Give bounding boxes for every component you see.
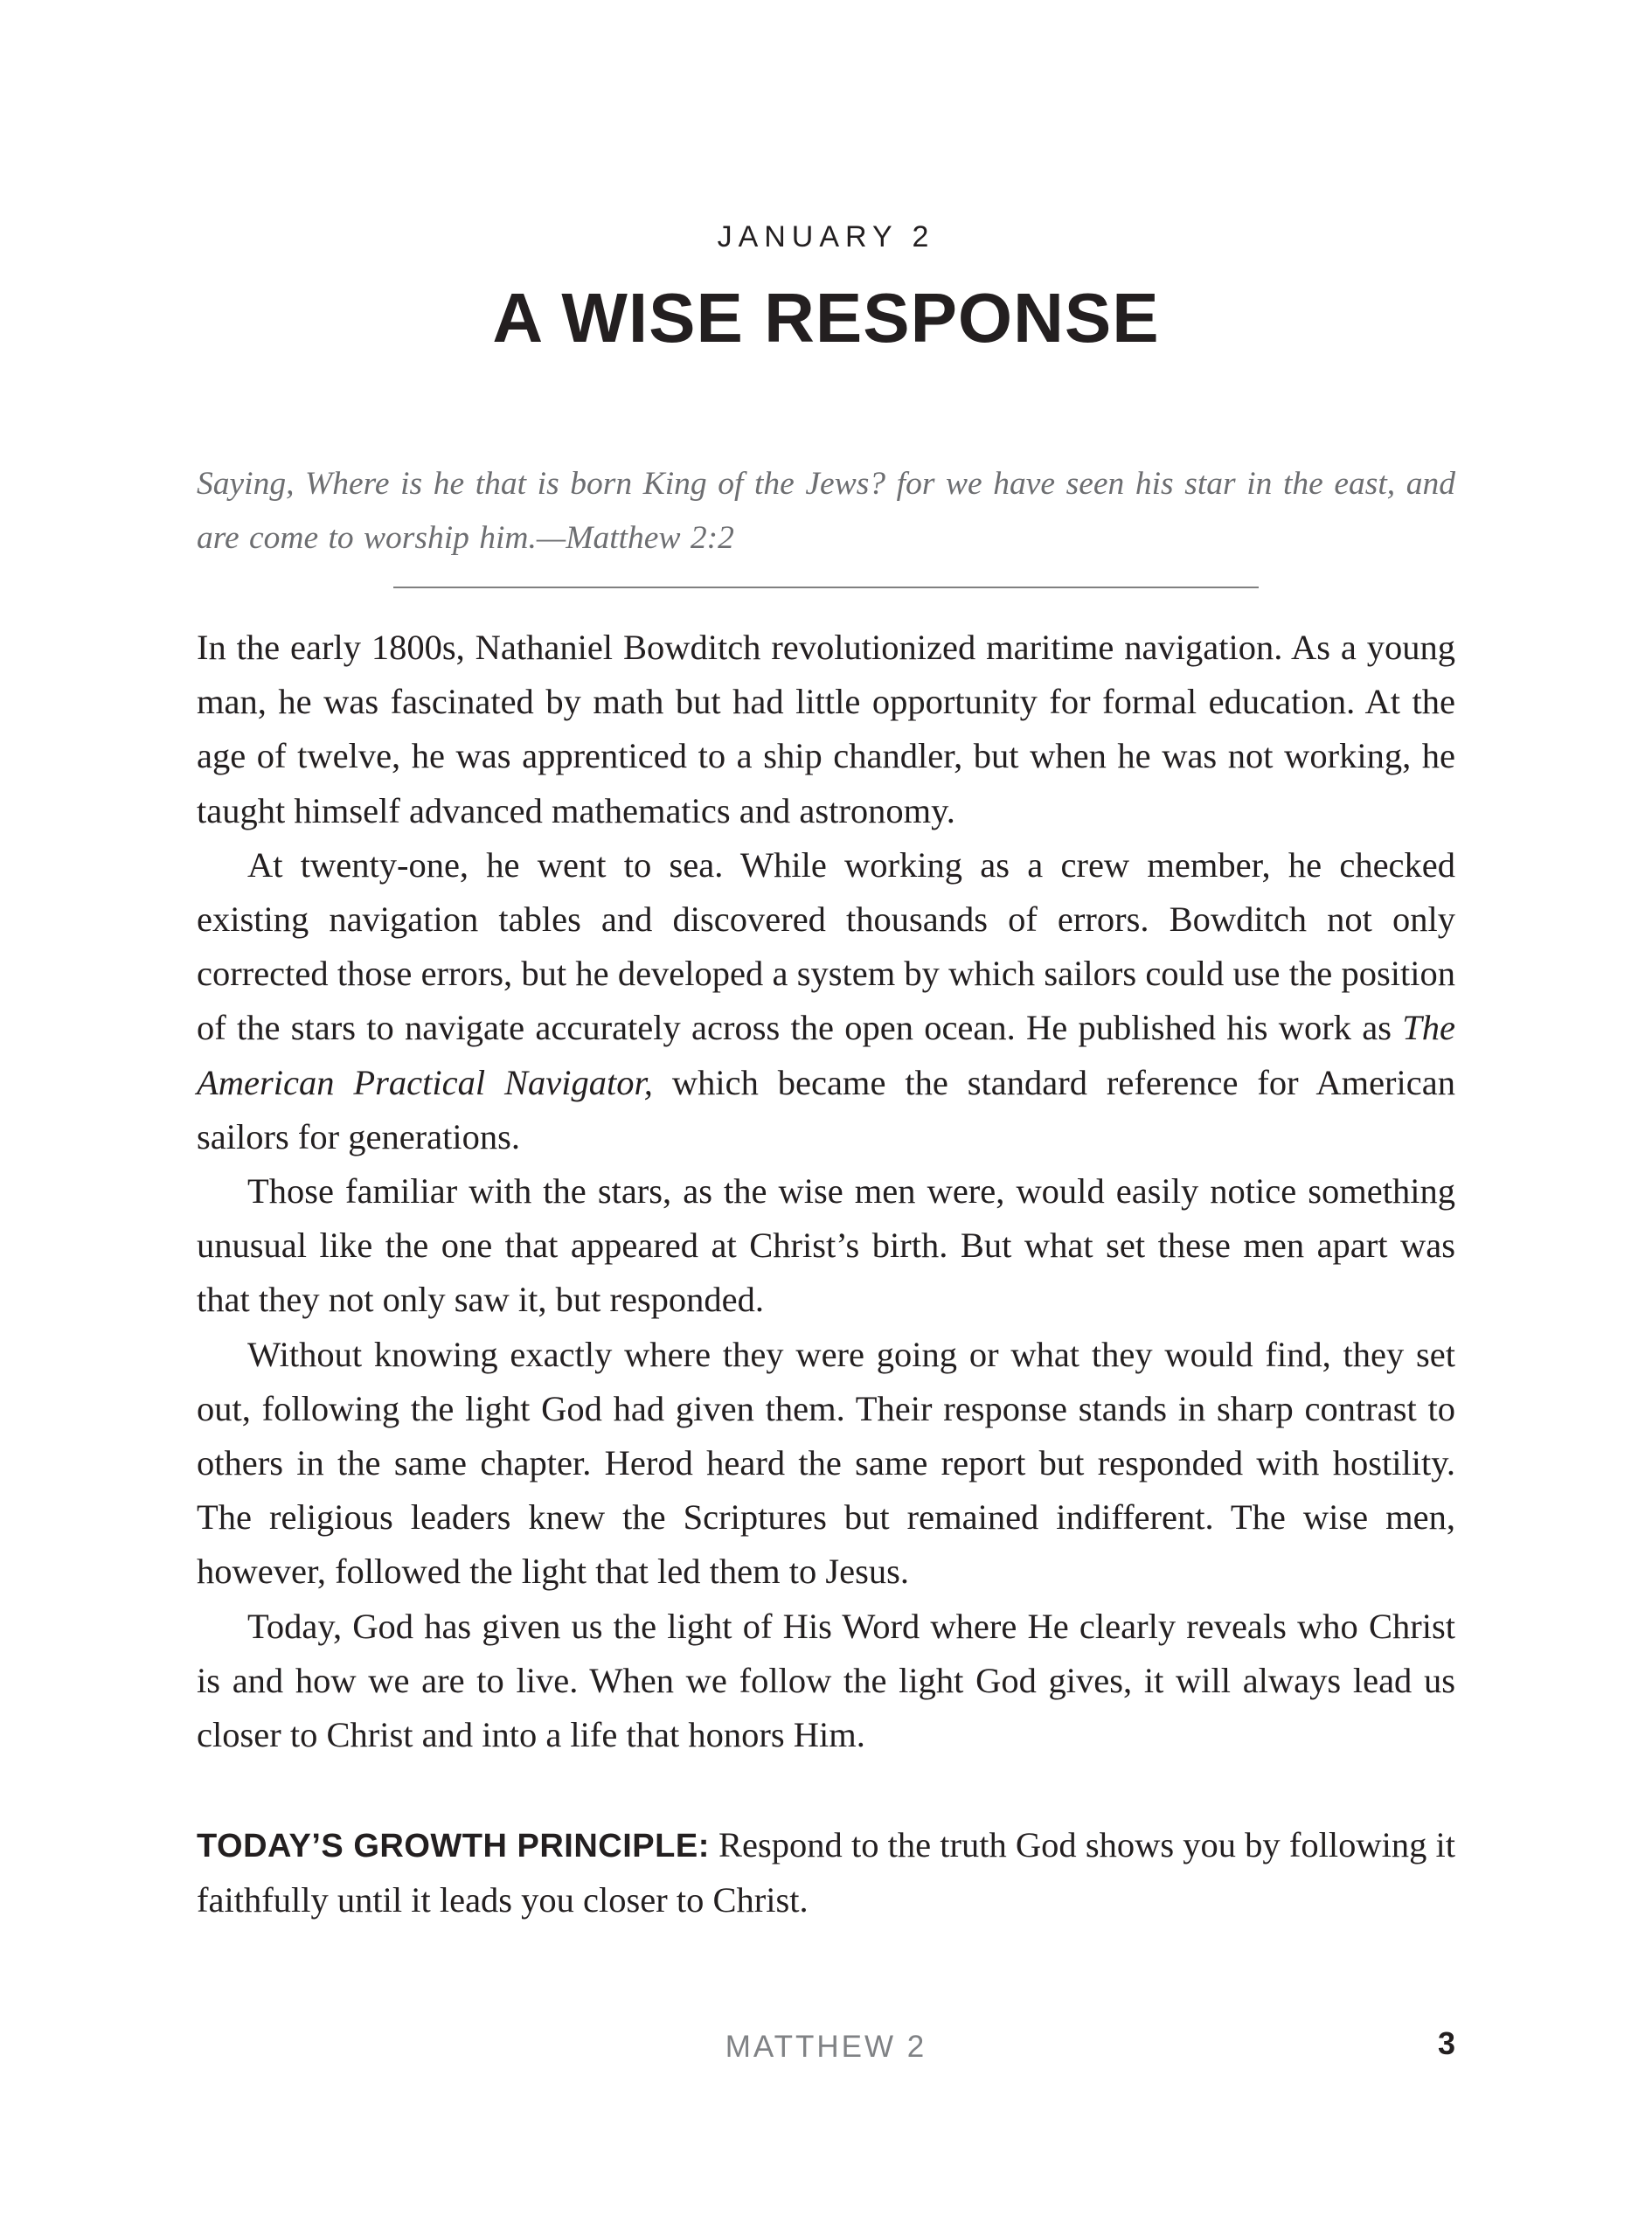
growth-principle — [197, 1818, 1455, 1927]
growth-principle-text: Respond to the truth God shows you by following it faithfully until it leads you closer to Christ. — [197, 1825, 1455, 1920]
page-title: A WISE RESPONSE — [492, 279, 1160, 357]
devotional-body — [197, 621, 1455, 1762]
body-paragraph-5: Today, God has given us the light of His Word where He clearly reveals who Christ is and how we are to live. When we follow the light God gives, it will always lead us closer to Christ and into a life that honors Him. — [197, 1606, 1455, 1755]
growth-principle-label: TODAY’S GROWTH PRINCIPLE: — [197, 1828, 710, 1864]
divider-rule — [393, 587, 1259, 588]
book-title: The American Practical Navigator, — [197, 1008, 1455, 1102]
body-paragraph-2-end: which became the standard reference for American sailors for generations. — [197, 1062, 1455, 1156]
body-paragraph-4: Without knowing exactly where they were going or what they would find, they set out, following the light God had given them. Their response stands in sharp contrast to others in the same chapter. Herod heard the same report but responded with hostility. The religious leaders knew the Scriptures but remained indifferent. The wise men, however, followed the light that led them to Jesus. — [197, 1334, 1455, 1592]
chapter-footer: MATTHEW 2 — [725, 2030, 927, 2064]
body-paragraph-2 — [197, 838, 1455, 1164]
body-paragraph-1: In the early 1800s, Nathaniel Bowditch revolutionized maritime navigation. As a young man, he was fascinated by math but had little opportunity for formal education. At the age of twelve, he was apprenticed to a ship chandler, but when he was not working, he taught himself advanced mathematics and astronomy. — [197, 628, 1455, 830]
body-paragraph-3: Those familiar with the stars, as the wise men were, would easily notice something unusual like the one that appeared at Christ’s birth. But what set these men apart was that they not only saw it, but responded. — [197, 1171, 1455, 1320]
devotional-page — [197, 0, 1455, 2229]
devotional-date: JANUARY 2 — [717, 220, 935, 253]
body-paragraph-2-start: At twenty-one, he went to sea. While working as a crew member, he checked existing navigation tables and discovered thousands of errors. Bowditch not only corrected those errors, but he developed a system by which sailors could use the position of the stars to navigate accurately across the open ocean. He published his work as — [197, 844, 1455, 1048]
page-number: 3 — [1437, 2025, 1455, 2061]
scripture-verse: Saying, Where is he that is born King of the Jews? for we have seen his star in the east, and are come to worship him.—Matthew 2:2 — [197, 466, 1455, 556]
